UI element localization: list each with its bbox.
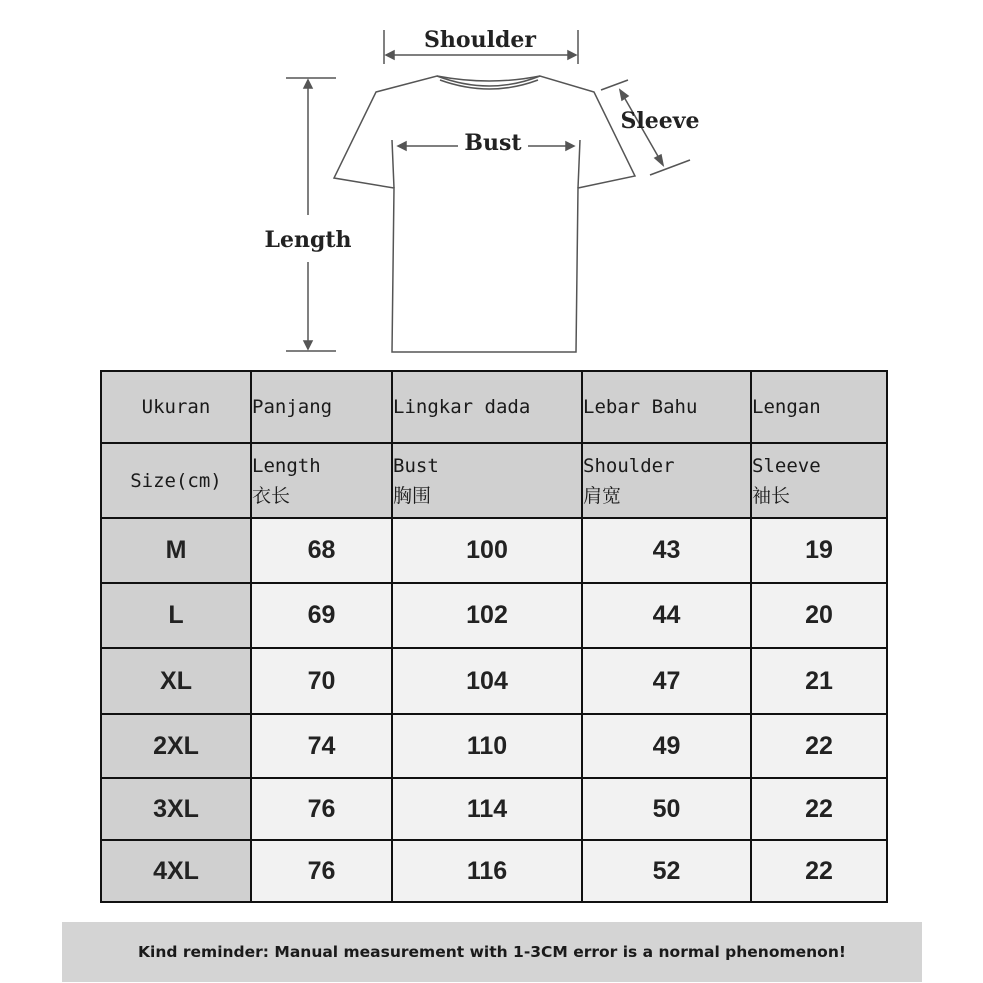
shoulder-label: Shoulder <box>424 27 536 53</box>
length-cell: 70 <box>251 648 392 714</box>
header-shoulder: Shoulder 肩宽 <box>582 443 751 518</box>
table-row <box>101 648 887 714</box>
size-cell: 3XL <box>101 778 251 840</box>
shoulder-cell: 50 <box>582 778 751 840</box>
bust-cell: 114 <box>392 778 582 840</box>
length-cell: 76 <box>251 840 392 902</box>
size-cell: 4XL <box>101 840 251 902</box>
measurement-reminder: Kind reminder: Manual measurement with 1-3CM error is a normal phenomenon! <box>62 922 922 982</box>
bust-cell: 116 <box>392 840 582 902</box>
sleeve-cell: 22 <box>751 840 887 902</box>
bust-label: Bust <box>464 130 522 156</box>
header-row-local <box>101 371 887 443</box>
length-cell: 69 <box>251 583 392 648</box>
bust-cell: 100 <box>392 518 582 583</box>
shoulder-cell: 49 <box>582 714 751 778</box>
header-row-english <box>101 443 887 518</box>
sleeve-cell: 22 <box>751 778 887 840</box>
shoulder-cell: 47 <box>582 648 751 714</box>
table-row <box>101 583 887 648</box>
size-cell: XL <box>101 648 251 714</box>
header-lengan: Lengan <box>751 371 887 443</box>
bust-cell: 102 <box>392 583 582 648</box>
header-sleeve: Sleeve 袖长 <box>751 443 887 518</box>
header-bust: Bust 胸围 <box>392 443 582 518</box>
header-lebar-bahu: Lebar Bahu <box>582 371 751 443</box>
length-cell: 74 <box>251 714 392 778</box>
tshirt-outline-icon <box>334 76 635 352</box>
sleeve-cell: 21 <box>751 648 887 714</box>
table-row <box>101 840 887 902</box>
length-cell: 68 <box>251 518 392 583</box>
header-panjang: Panjang <box>251 371 392 443</box>
header-lingkar-dada: Lingkar dada <box>392 371 582 443</box>
sleeve-cell: 20 <box>751 583 887 648</box>
sleeve-cell: 22 <box>751 714 887 778</box>
header-ukuran: Ukuran <box>101 371 251 443</box>
header-size-cm: Size(cm) <box>101 443 251 518</box>
size-cell: L <box>101 583 251 648</box>
table-row <box>101 518 887 583</box>
bust-cell: 110 <box>392 714 582 778</box>
size-chart-table <box>100 370 888 903</box>
length-cell: 76 <box>251 778 392 840</box>
shoulder-cell: 52 <box>582 840 751 902</box>
table-row <box>101 714 887 778</box>
header-length: Length 衣长 <box>251 443 392 518</box>
length-measure-line <box>286 78 336 351</box>
length-label: Length <box>264 227 352 253</box>
tshirt-diagram <box>0 0 983 362</box>
sleeve-label: Sleeve <box>620 108 700 134</box>
table-row <box>101 778 887 840</box>
size-cell: 2XL <box>101 714 251 778</box>
sleeve-cell: 19 <box>751 518 887 583</box>
shoulder-cell: 44 <box>582 583 751 648</box>
shoulder-cell: 43 <box>582 518 751 583</box>
size-cell: M <box>101 518 251 583</box>
bust-cell: 104 <box>392 648 582 714</box>
